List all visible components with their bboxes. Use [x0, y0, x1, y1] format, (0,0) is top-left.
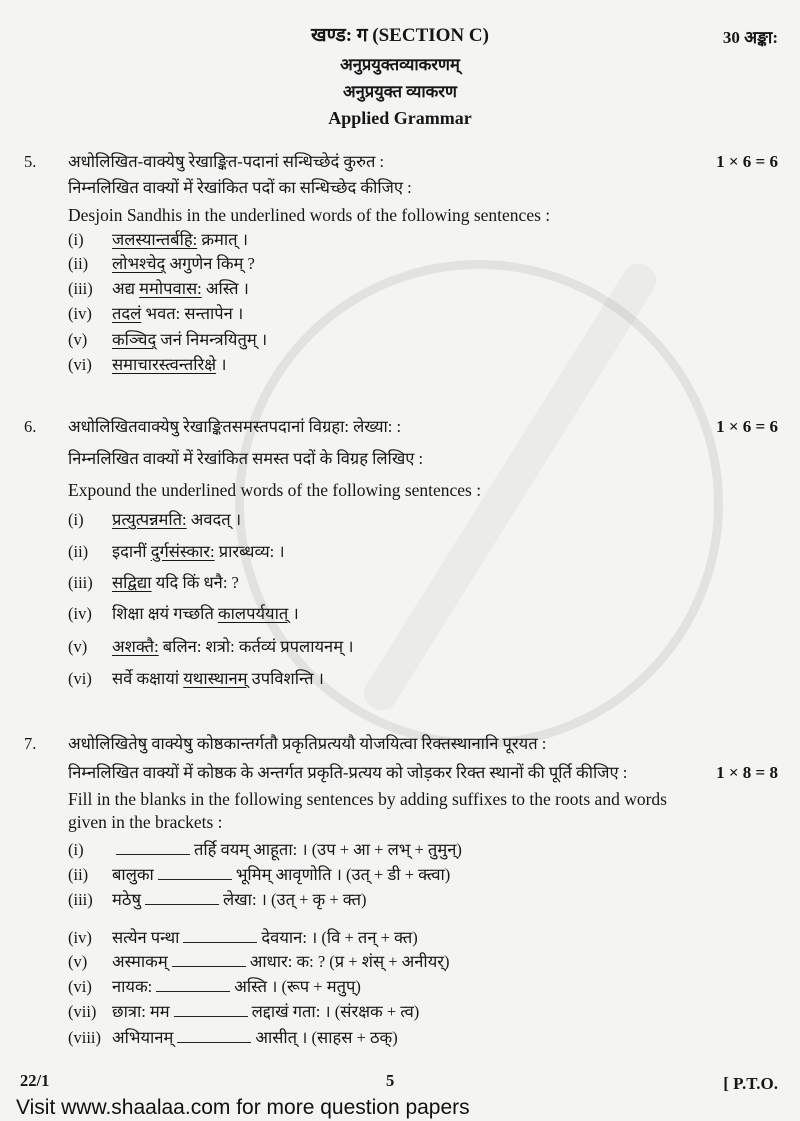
item-text-pre: छात्रा: मम: [112, 1002, 170, 1021]
list-item: [112, 928, 418, 948]
underlined-word: समाचारस्त्वन्तरिक्षे: [112, 355, 217, 374]
answer-blank: [116, 840, 190, 855]
item-text-pre: अभियानम्: [112, 1028, 174, 1047]
item-label: (vi): [68, 355, 92, 374]
list-item: [112, 304, 243, 324]
item-label: (iii): [68, 279, 93, 298]
q6-sanskrit: अधोलिखितवाक्येषु रेखाङ्कितसमस्तपदानां विग्रहा: लेख्या: :: [68, 417, 402, 436]
q7-hindi: निम्नलिखित वाक्यों में कोष्ठक के अन्तर्गत प्रकृति-प्रत्यय को जोड़कर रिक्त स्थानों की पूर्ति कीजिए :: [68, 763, 628, 782]
item-text-post: अस्ति । (रूप + मतुप्): [234, 977, 361, 996]
item-label: (i): [68, 840, 84, 859]
q6-hindi: निम्नलिखित वाक्यों में रेखांकित समस्त पदों के विग्रह लिखिए :: [68, 449, 424, 468]
item-text-post: आधार: क: ? (प्र + शंस् + अनीयर्): [249, 952, 450, 971]
list-item: [112, 840, 462, 860]
item-text-pre: अस्माकम्: [112, 952, 168, 971]
item-text-pre: सर्वे कक्षायां: [112, 669, 184, 688]
pto-label: [ P.T.O.: [723, 1074, 778, 1093]
item-label: (v): [68, 952, 88, 971]
q6-marks: 1 × 6 = 6: [716, 417, 778, 436]
list-item: [112, 355, 227, 375]
item-label: (vi): [68, 977, 92, 996]
answer-blank: [156, 977, 230, 992]
visit-link[interactable]: Visit www.shaalaa.com for more question papers: [16, 1096, 470, 1119]
item-text-post: बलिन: शत्रो: कर्तव्यं प्रपलायनम् ।: [158, 637, 354, 656]
q7-hindi-row: [68, 763, 778, 783]
q7-sanskrit: अधोलिखितेषु वाक्येषु कोष्ठकान्तर्गतौ प्रकृतिप्रत्ययौ योजयित्वा रिक्तस्थानानि पूरयत :: [68, 734, 547, 753]
item-text-post: भूमिम् आवृणोति । (उत् + डी + क्त्वा): [235, 865, 451, 884]
list-item: [112, 542, 285, 562]
list-item: [112, 510, 241, 530]
list-item: [112, 573, 239, 593]
underlined-word: ममोपवास:: [139, 279, 202, 298]
item-text-post: लद्दाखं गता: । (संरक्षक + त्व): [251, 1002, 420, 1021]
item-text-pre: सत्येन पन्था: [112, 928, 180, 947]
underlined-word: प्रत्युत्पन्नमति:: [112, 510, 187, 529]
list-item: [112, 952, 450, 972]
item-text-pre: इदानीं: [112, 542, 151, 561]
paper-code: 22/1: [20, 1071, 50, 1090]
item-text-post: जनं निमन्त्रयितुम् ।: [156, 330, 268, 349]
q7-marks: 1 × 8 = 8: [716, 763, 778, 782]
item-text-pre: नायक:: [112, 977, 153, 996]
item-label: (iii): [68, 573, 93, 592]
q5-marks: 1 × 6 = 6: [716, 152, 778, 171]
item-label: (i): [68, 510, 84, 529]
list-item: [112, 1002, 419, 1022]
item-label: (v): [68, 637, 88, 656]
item-text-post: लेखा: । (उत् + कृ + क्त): [223, 890, 367, 909]
q5-english: Desjoin Sandhis in the underlined words of the following sentences :: [68, 205, 551, 225]
section-heading: खण्ड: ग (SECTION C): [311, 25, 489, 46]
title-english: Applied Grammar: [328, 108, 472, 128]
underlined-word: कञ्चिद्: [112, 330, 157, 349]
item-text-post: अस्ति ।: [201, 279, 249, 298]
list-item: [112, 604, 299, 624]
list-item: [112, 890, 367, 910]
q5-sanskrit: अधोलिखित-वाक्येषु रेखाङ्कित-पदानां सन्धिच्छेदं कुरुत :: [68, 152, 385, 171]
item-text-pre: अद्य: [112, 279, 140, 298]
item-text-post: तर्हि वयम् आहूता: । (उप + आ + लभ् + तुमुन्): [194, 840, 462, 859]
item-label: (v): [68, 330, 88, 349]
item-text-post: उपविशन्ति ।: [247, 669, 324, 688]
list-item: [112, 1028, 398, 1048]
item-text-post: यदि किं धनै: ?: [151, 573, 239, 592]
list-item: [112, 977, 361, 997]
item-text-post: अवदत् ।: [186, 510, 242, 529]
q6-number: 6.: [24, 417, 37, 436]
item-text-post: प्रारब्धव्य: ।: [214, 542, 285, 561]
item-text-post: भवत: सन्तापेन ।: [141, 304, 244, 323]
q5-instruction-row: [68, 152, 778, 172]
item-text-post: अगुणेन किम् ?: [165, 254, 255, 273]
item-label: (iv): [68, 604, 92, 623]
list-item: [112, 230, 248, 250]
item-label: (ii): [68, 865, 89, 884]
list-item: [112, 279, 249, 299]
q7-number: 7.: [24, 734, 37, 753]
q5-number: 5.: [24, 152, 37, 171]
item-label: (iv): [68, 304, 92, 323]
item-label: (iv): [68, 928, 92, 947]
answer-blank: [183, 928, 257, 943]
q7-english-line2: given in the brackets :: [68, 812, 223, 832]
list-item: [112, 637, 353, 657]
underlined-word: तदलं: [112, 304, 142, 323]
underlined-word: जलस्यान्तर्बहि:: [112, 230, 198, 249]
item-label: (ii): [68, 542, 89, 561]
item-label: (ii): [68, 254, 89, 273]
underlined-word: दुर्गसंस्कार:: [150, 542, 215, 561]
answer-blank: [174, 1002, 248, 1017]
item-text-pre: मठेषु: [112, 890, 141, 909]
item-text-post: ।: [288, 604, 299, 623]
title-sanskrit: अनुप्रयुक्तव्याकरणम्: [340, 55, 460, 74]
item-label: (iii): [68, 890, 93, 909]
answer-blank: [158, 865, 232, 880]
answer-blank: [145, 890, 219, 905]
underlined-word: लोभश्चेद्: [112, 254, 166, 273]
item-text-post: आसीत् । (साहस + ठक्): [255, 1028, 398, 1047]
q6-instruction-row: [68, 417, 778, 437]
item-text-post: क्रमात् ।: [197, 230, 248, 249]
list-item: [112, 254, 255, 274]
q5-hindi: निम्नलिखित वाक्यों में रेखांकित पदों का सन्धिच्छेद कीजिए :: [68, 178, 412, 197]
list-item: [112, 865, 450, 885]
q7-english-line1: Fill in the blanks in the following sentences by adding suffixes to the roots and words: [68, 789, 667, 809]
item-label: (vi): [68, 669, 92, 688]
underlined-word: कालपर्ययात्: [217, 604, 289, 623]
section-marks: 30 अङ्का:: [722, 28, 778, 47]
item-text-post: ।: [216, 355, 227, 374]
item-label: (i): [68, 230, 84, 249]
item-text-pre: शिक्षा क्षयं गच्छति: [112, 604, 218, 623]
item-text-pre: बालुका: [112, 865, 154, 884]
answer-blank: [177, 1028, 251, 1043]
list-item: [112, 669, 324, 689]
underlined-word: अशक्तै:: [112, 637, 159, 656]
answer-blank: [172, 952, 246, 967]
underlined-word: यथास्थानम्: [183, 669, 248, 688]
item-text-post: देवयान: । (वि + तन् + क्त): [261, 928, 418, 947]
page-number: 5: [386, 1071, 395, 1090]
underlined-word: सद्विद्या: [112, 573, 152, 592]
item-label: (vii): [68, 1002, 97, 1021]
q6-english: Expound the underlined words of the following sentences :: [68, 480, 482, 500]
title-hindi: अनुप्रयुक्त व्याकरण: [343, 82, 457, 101]
list-item: [112, 330, 267, 350]
item-label: (viii): [68, 1028, 101, 1047]
